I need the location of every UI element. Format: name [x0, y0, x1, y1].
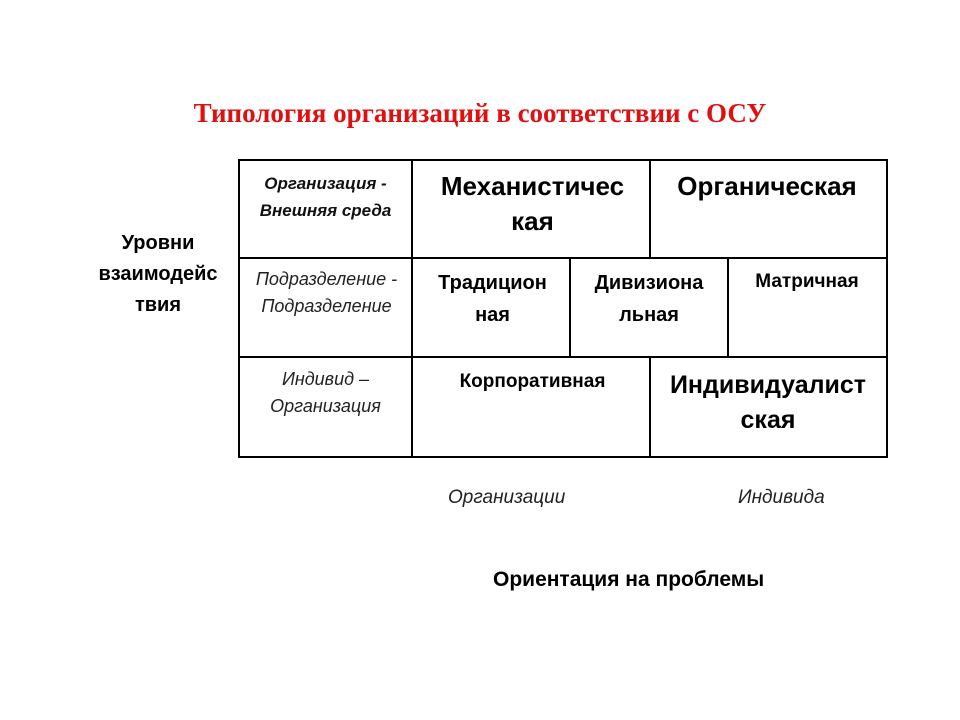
level-dept-dept: Подразделение - Подразделение [255, 269, 398, 316]
row-divider-2 [238, 356, 888, 358]
col-divider-row3 [649, 356, 651, 457]
table-border-left [238, 159, 240, 458]
col-divider-row2-b [727, 257, 729, 357]
type-corporate: Корпоративная [459, 371, 606, 392]
x-axis-right-label: Индивида [738, 487, 825, 508]
y-axis-label: Уровни взаимодейс твия [98, 232, 218, 316]
type-matrix: Матричная [755, 271, 859, 292]
type-traditional: Традицион ная [438, 272, 547, 326]
type-individualistic: Индивидуалист ская [669, 371, 867, 434]
x-axis-title: Ориентация на проблемы [493, 568, 765, 591]
level-org-environment: Организация - Внешняя среда [259, 174, 392, 220]
typology-table [238, 159, 888, 458]
type-mechanistic: Механистичес кая [440, 171, 625, 236]
x-axis-left-label: Организации [448, 487, 566, 508]
row-divider-1 [238, 257, 888, 259]
level-column-divider [411, 159, 413, 458]
table-border-bottom [238, 456, 888, 458]
level-individual-org: Индивид – Организация [270, 369, 381, 416]
type-organic: Органическая [677, 171, 857, 201]
table-border-top [238, 159, 888, 161]
col-divider-row2-a [569, 257, 571, 357]
diagram-title: Типология организаций в соответствии с ОСУ [193, 98, 767, 128]
table-border-right [886, 159, 888, 458]
type-divisional: Дивизиона льная [594, 272, 704, 326]
